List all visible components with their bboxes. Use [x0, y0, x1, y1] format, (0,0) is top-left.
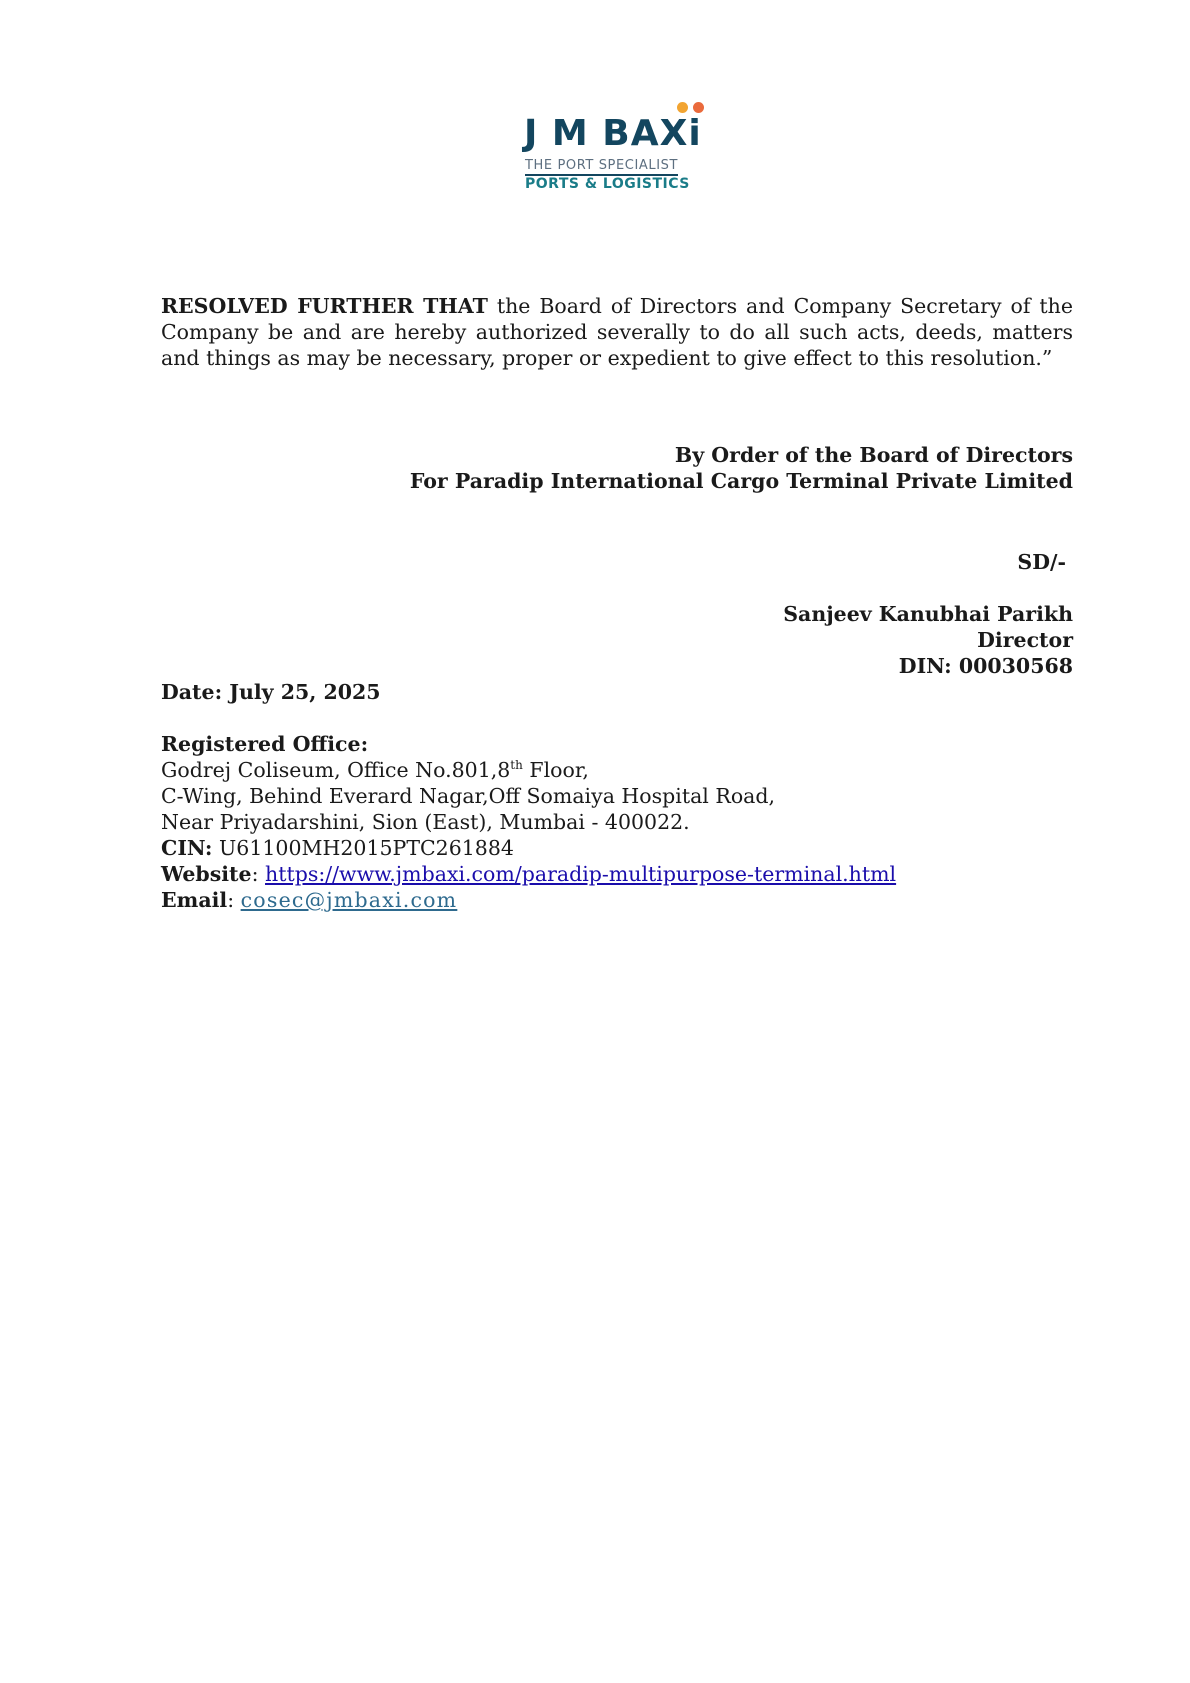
- website-row: [161, 861, 896, 887]
- cin-row: [161, 835, 896, 861]
- website-label: Website: [161, 862, 252, 886]
- address-line1-sup: th: [510, 758, 523, 773]
- signoff-heading: [410, 442, 1073, 494]
- website-link[interactable]: https://www.jmbaxi.com/paradip-multipurpose-terminal.html: [265, 862, 897, 886]
- signatory-name: Sanjeev Kanubhai Parikh: [783, 602, 1073, 626]
- office-address-line3: Near Priyadarshini, Sion (East), Mumbai - 400022.: [161, 810, 690, 834]
- address-line1-suffix: Floor,: [522, 758, 589, 782]
- signatory-designation: Director: [977, 628, 1073, 652]
- cin-label: CIN:: [161, 836, 213, 860]
- resolution-text: the Board of Directors and Company Secretary of the Company be and are hereby authorized severally to do all such acts, deeds, matters and things as may be necessary, proper or expedient to give effect to this resolution.”: [161, 294, 1073, 370]
- cin-value: U61100MH2015PTC261884: [212, 836, 514, 860]
- office-address-line2: C-Wing, Behind Everard Nagar,Off Somaiya Hospital Road,: [161, 784, 776, 808]
- logo-wordmark: J M BAXi: [524, 113, 702, 154]
- website-separator: :: [251, 862, 266, 886]
- registered-office-block: [161, 731, 896, 913]
- address-line1-text: Godrej Coliseum, Office No.801,8: [161, 758, 511, 782]
- document-date: Date: July 25, 2025: [161, 680, 381, 704]
- office-address-line1: [161, 757, 896, 783]
- logo-dot-yellow: [677, 102, 688, 113]
- office-heading: Registered Office:: [161, 732, 369, 756]
- signatory-din: DIN: 00030568: [898, 654, 1073, 678]
- email-separator: :: [227, 888, 241, 912]
- signatory-block: [783, 601, 1073, 679]
- logo-dot-orange: [693, 102, 704, 113]
- signoff-line2: For Paradip International Cargo Terminal Private Limited: [409, 469, 1073, 493]
- company-logo: [522, 100, 712, 196]
- resolution-paragraph: [161, 293, 1073, 371]
- resolution-lead: RESOLVED FURTHER THAT: [161, 294, 488, 318]
- email-row: [161, 887, 896, 913]
- logo-subline: PORTS & LOGISTICS: [525, 176, 690, 192]
- logo-tagline: THE PORT SPECIALIST: [525, 158, 678, 176]
- email-link[interactable]: cosec@jmbaxi.com: [240, 888, 458, 912]
- email-label: Email: [161, 888, 228, 912]
- signoff-line1: By Order of the Board of Directors: [674, 443, 1073, 467]
- signature-sd: SD/-: [1017, 550, 1066, 574]
